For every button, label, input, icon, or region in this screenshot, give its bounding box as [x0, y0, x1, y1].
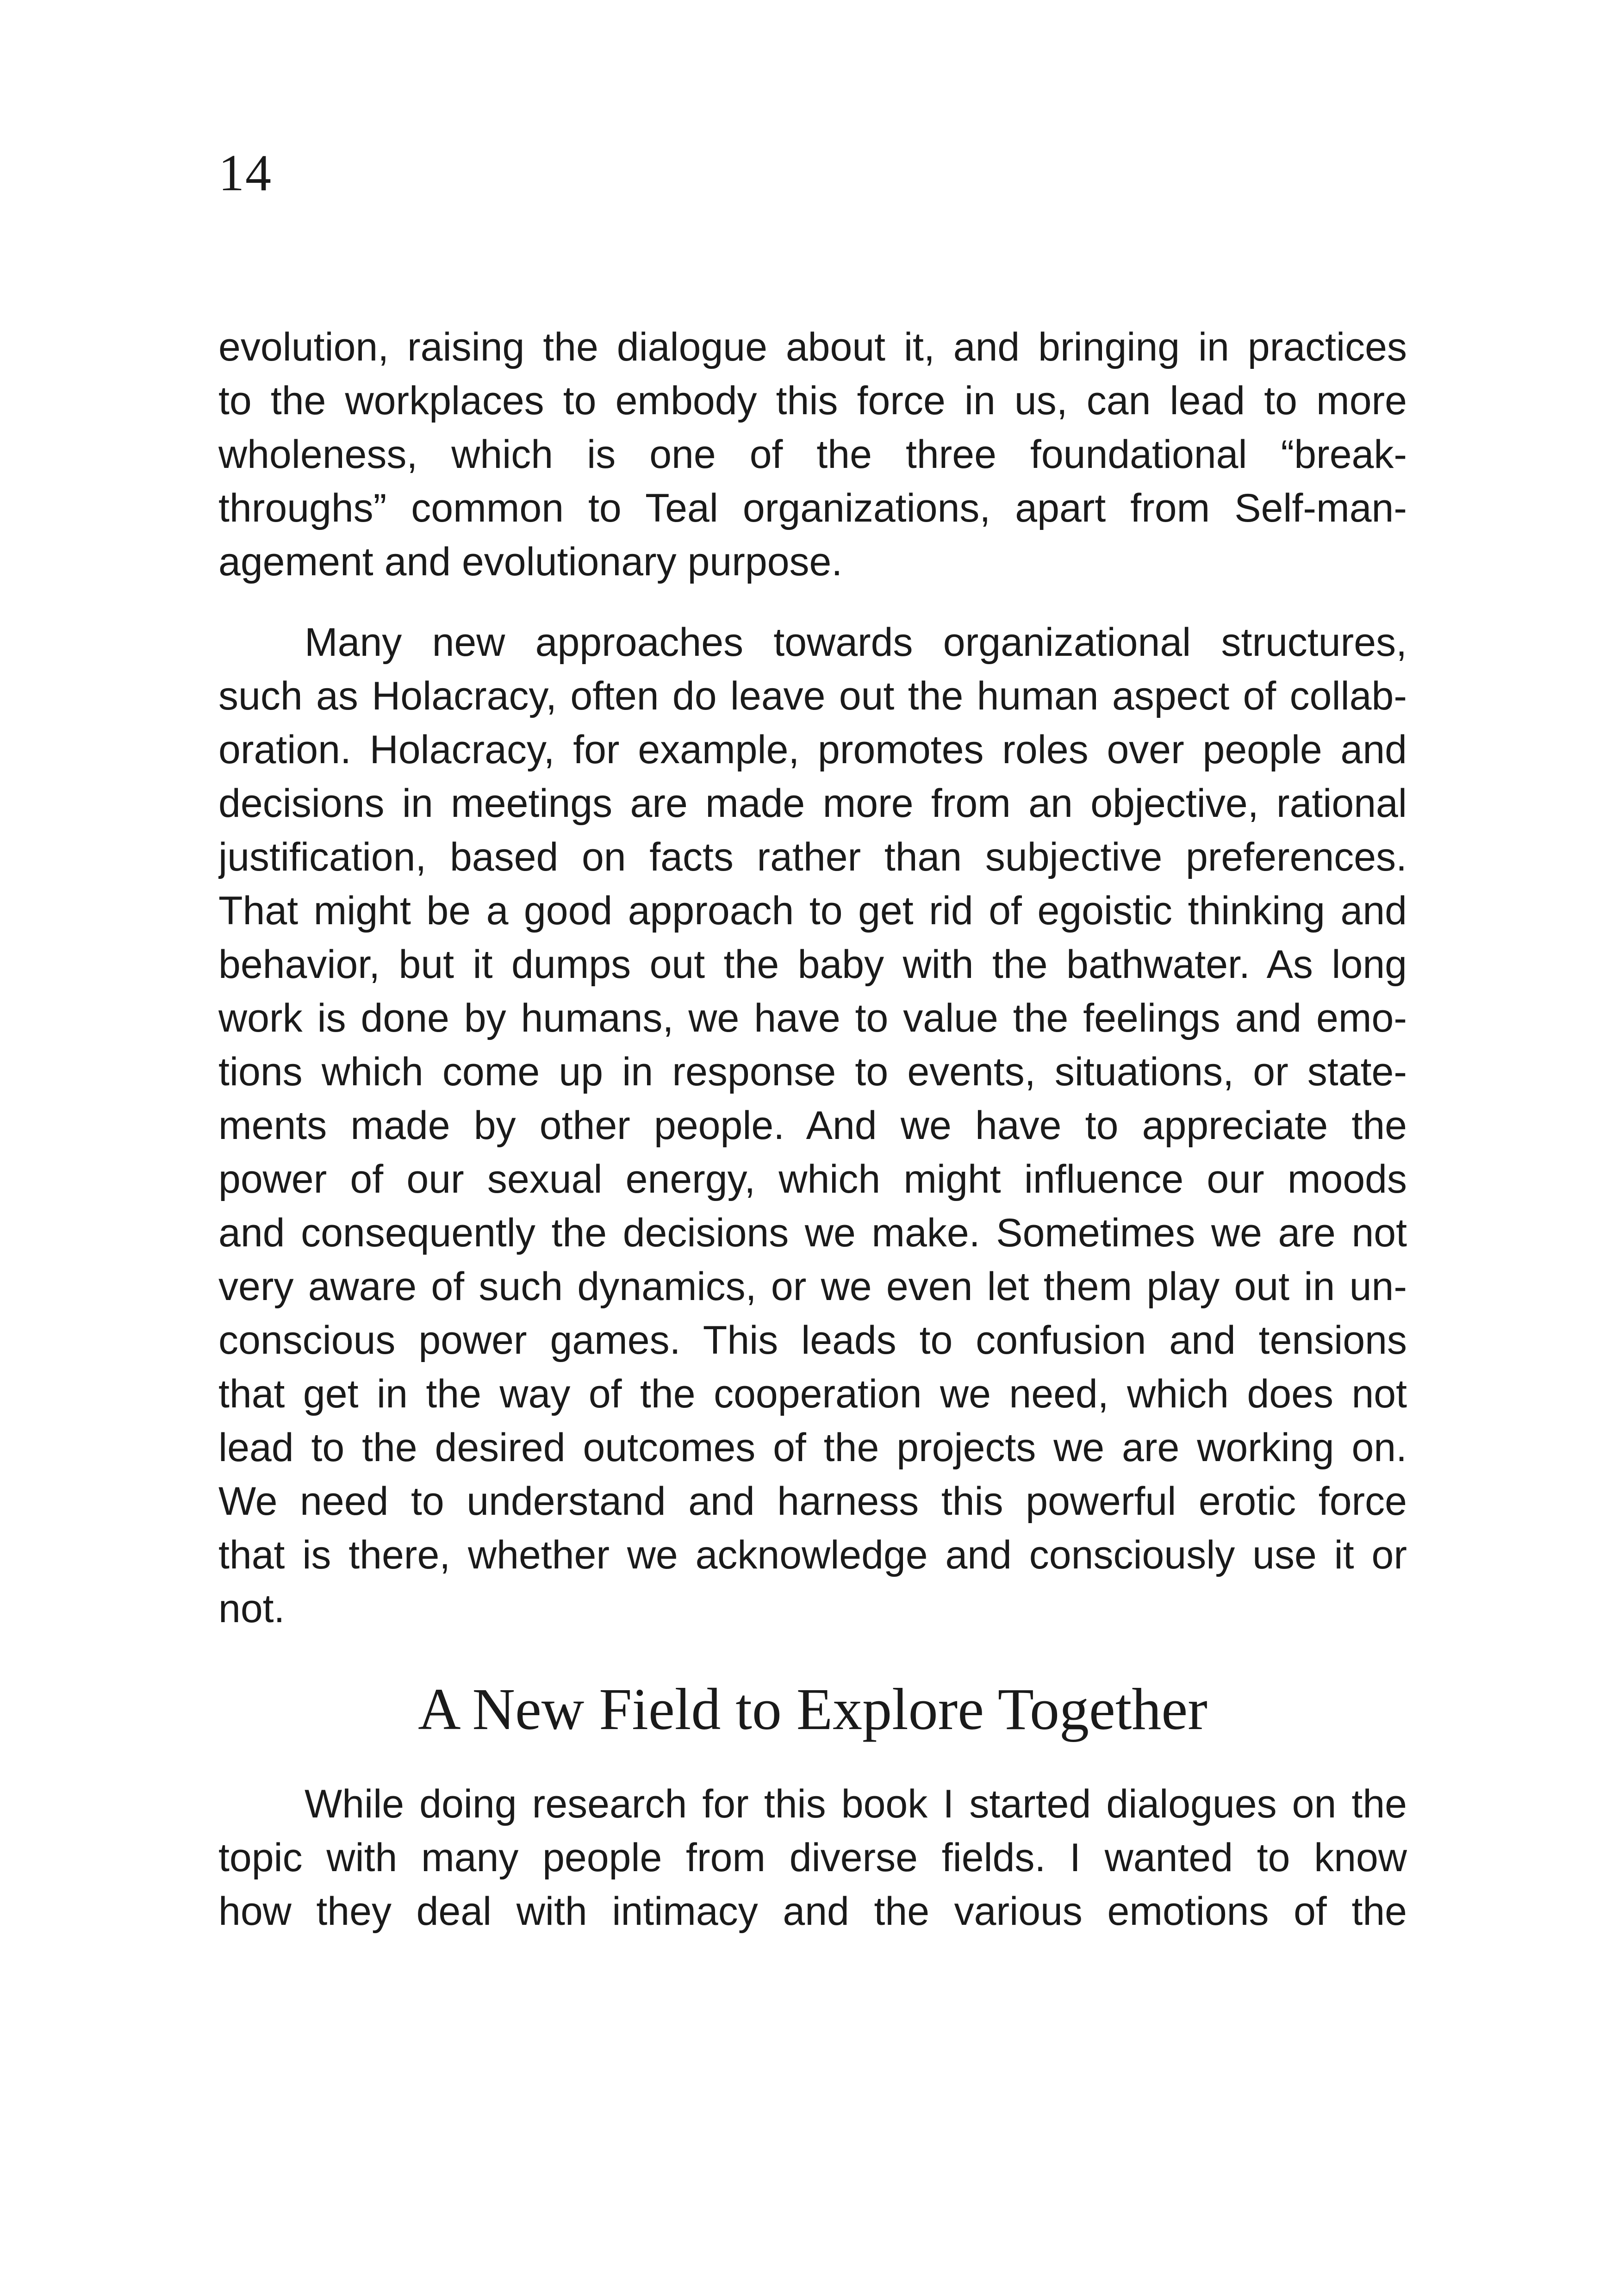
- text-line: wholeness, which is one of the three foundational “break-: [218, 432, 1407, 477]
- page-number: 14: [218, 144, 272, 202]
- text-line: justification, based on facts rather than subjective preferences.: [218, 835, 1407, 879]
- text-line: behavior, but it dumps out the baby with the bathwater. As long: [218, 942, 1407, 987]
- text-line: power of our sexual energy, which might influence our moods: [218, 1157, 1407, 1201]
- text-line: tions which come up in response to events, situations, or state-: [218, 1050, 1407, 1094]
- text-line: Many new approaches towards organizational structures,: [305, 620, 1407, 665]
- text-line: While doing research for this book I started dialogues on the: [305, 1782, 1407, 1826]
- text-line: decisions in meetings are made more from an objective, rational: [218, 781, 1407, 826]
- text-line: That might be a good approach to get rid of egoistic thinking and: [218, 889, 1407, 933]
- text-line: lead to the desired outcomes of the projects we are working on.: [218, 1425, 1407, 1470]
- text-line: and consequently the decisions we make. Sometimes we are not: [218, 1211, 1407, 1255]
- text-line: ments made by other people. And we have to appreciate the: [218, 1103, 1407, 1148]
- text-line: how they deal with intimacy and the various emotions of the: [218, 1889, 1407, 1934]
- paragraph-holacracy: [218, 616, 1407, 1636]
- text-line: to the workplaces to embody this force in us, can lead to more: [218, 379, 1407, 423]
- text-line: work is done by humans, we have to value the feelings and emo-: [218, 996, 1407, 1040]
- text-line: conscious power games. This leads to confusion and tensions: [218, 1318, 1407, 1363]
- text-line: evolution, raising the dialogue about it, and bringing in practices: [218, 325, 1407, 369]
- text-line: that get in the way of the cooperation we need, which does not: [218, 1372, 1407, 1416]
- section-heading: A New Field to Explore Together: [418, 1676, 1207, 1742]
- text-line: We need to understand and harness this powerful erotic force: [218, 1479, 1407, 1524]
- paragraph-continuation: [218, 320, 1407, 589]
- text-line: throughs” common to Teal organizations, apart from Self-man-: [218, 486, 1407, 530]
- text-line: topic with many people from diverse fields. I wanted to know: [218, 1836, 1407, 1880]
- text-line: agement and evolutionary purpose.: [218, 540, 843, 584]
- text-line: not.: [218, 1587, 285, 1631]
- text-line: oration. Holacracy, for example, promotes roles over people and: [218, 728, 1407, 772]
- paragraph-research: [218, 1777, 1407, 1938]
- text-line: very aware of such dynamics, or we even let them play out in un-: [218, 1264, 1407, 1309]
- text-line: such as Holacracy, often do leave out the human aspect of collab-: [218, 674, 1407, 718]
- text-line: that is there, whether we acknowledge and consciously use it or: [218, 1533, 1407, 1577]
